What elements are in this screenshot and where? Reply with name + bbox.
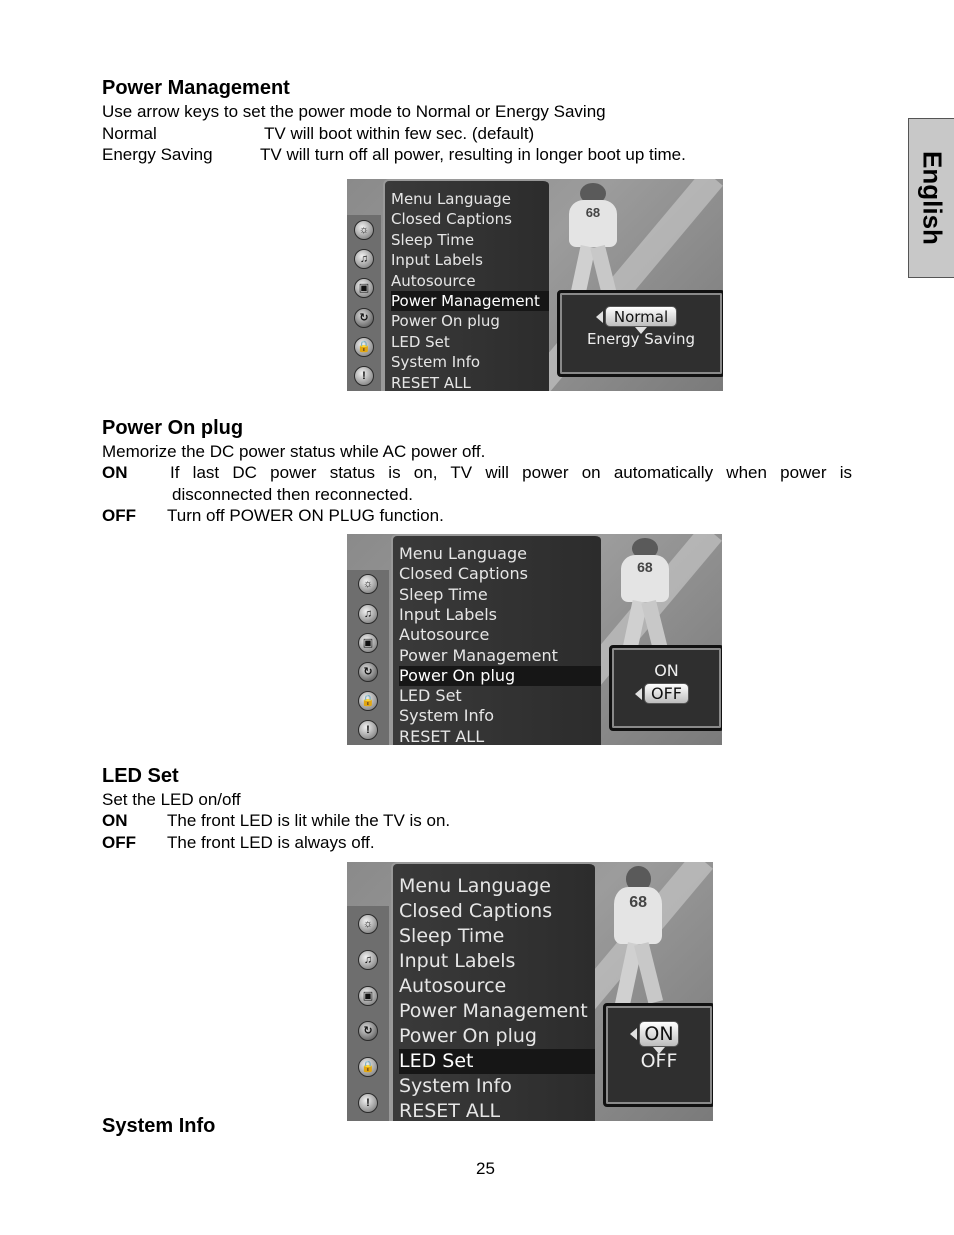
menu-item-closed-captions[interactable]: Closed Captions (391, 210, 512, 229)
power-on-plug-on-desc: If last DC power status is on, TV will power on automatically when power is (170, 463, 852, 482)
menu-icon-bar (347, 570, 389, 745)
led-set-heading: LED Set (102, 765, 179, 787)
led-set-intro: Set the LED on/off (102, 790, 241, 809)
menu-item-menu-language[interactable]: Menu Language (399, 875, 551, 897)
menu-item-menu-language[interactable]: Menu Language (399, 544, 527, 563)
menu-item-sleep-time[interactable]: Sleep Time (399, 584, 488, 604)
power-on-plug-heading: Power On plug (102, 417, 244, 439)
page-number: 25 (476, 1159, 495, 1178)
normal-term: Normal (102, 124, 157, 143)
menu-item-power-management[interactable]: Power Management (391, 291, 549, 311)
menu-item-menu-language[interactable]: Menu Language (391, 190, 511, 208)
menu-item-led-set[interactable]: LED Set (391, 332, 450, 351)
menu-item-reset-all[interactable]: RESET ALL (399, 726, 485, 745)
menu-item-system-info[interactable]: System Info (399, 1075, 512, 1097)
language-tab (908, 118, 954, 278)
setup-icon[interactable]: ↻ (358, 662, 378, 682)
lock-icon[interactable]: 🔒 (358, 1057, 378, 1077)
option-normal[interactable]: Normal (605, 306, 677, 327)
system-info-heading: System Info (102, 1115, 216, 1137)
tv-icon[interactable]: ▣ (358, 633, 378, 653)
menu-item-input-labels[interactable]: Input Labels (399, 604, 498, 624)
option-off[interactable]: OFF (640, 1049, 678, 1072)
jersey-number: 68 (569, 200, 618, 247)
lock-icon[interactable]: 🔒 (358, 691, 378, 711)
option-popup (603, 1003, 713, 1107)
info-icon[interactable]: ! (358, 720, 378, 740)
menu-item-sleep-time[interactable]: Sleep Time (391, 230, 475, 249)
picture-icon[interactable]: ☼ (354, 220, 374, 240)
led-set-off-desc: The front LED is always off. (167, 833, 375, 852)
led-set-screenshot (347, 862, 713, 1121)
option-popup (609, 645, 722, 731)
tv-icon[interactable]: ▣ (354, 278, 374, 298)
settings-menu-panel (391, 862, 595, 1121)
football-player-image (613, 538, 677, 654)
menu-item-autosource[interactable]: Autosource (399, 975, 507, 997)
menu-item-power-on-plug[interactable]: Power On plug (391, 312, 500, 331)
menu-item-led-set[interactable]: LED Set (399, 686, 462, 706)
menu-item-sleep-time[interactable]: Sleep Time (399, 925, 505, 947)
menu-item-autosource[interactable]: Autosource (391, 271, 476, 290)
option-on[interactable]: ON (654, 660, 679, 680)
energy-saving-desc: TV will turn off all power, resulting in longer boot up time. (260, 145, 686, 164)
picture-icon[interactable]: ☼ (358, 914, 378, 934)
picture-icon[interactable]: ☼ (358, 574, 378, 594)
setup-icon[interactable]: ↻ (358, 1021, 378, 1041)
left-arrow-icon (635, 688, 642, 700)
jersey-number: 68 (621, 555, 669, 601)
led-set-on-term: ON (102, 811, 128, 830)
power-management-intro: Use arrow keys to set the power mode to Normal or Energy Saving (102, 102, 606, 121)
led-set-off-term: OFF (102, 833, 136, 852)
setup-icon[interactable]: ↻ (354, 308, 374, 328)
tv-icon[interactable]: ▣ (358, 986, 378, 1006)
power-management-screenshot (347, 179, 723, 391)
menu-item-input-labels[interactable]: Input Labels (399, 950, 516, 972)
menu-icon-bar (347, 906, 389, 1121)
info-icon[interactable]: ! (358, 1093, 378, 1113)
football-player-image (561, 183, 625, 300)
menu-item-system-info[interactable]: System Info (391, 353, 481, 372)
menu-item-led-set[interactable]: LED Set (399, 1049, 595, 1074)
option-energy-saving[interactable]: Energy Saving (586, 330, 696, 349)
normal-desc: TV will boot within few sec. (default) (264, 124, 535, 143)
option-on[interactable]: ON (639, 1021, 679, 1047)
menu-item-power-on-plug[interactable]: Power On plug (399, 1025, 537, 1047)
menu-item-power-management[interactable]: Power Management (399, 1000, 588, 1022)
menu-item-power-management[interactable]: Power Management (399, 645, 558, 665)
info-icon[interactable]: ! (354, 366, 374, 386)
menu-item-autosource[interactable]: Autosource (399, 625, 490, 645)
menu-item-power-on-plug[interactable]: Power On plug (399, 666, 601, 686)
left-arrow-icon (630, 1028, 637, 1040)
football-player-image (607, 866, 669, 1008)
audio-icon[interactable]: ♫ (358, 604, 378, 624)
menu-item-reset-all[interactable]: RESET ALL (391, 373, 471, 391)
menu-icon-bar (347, 215, 381, 391)
jersey-number: 68 (614, 887, 661, 944)
power-management-heading: Power Management (102, 77, 290, 99)
option-off[interactable]: OFF (644, 683, 690, 704)
energy-saving-term: Energy Saving (102, 145, 213, 164)
power-on-plug-on-term: ON (102, 463, 128, 482)
lock-icon[interactable]: 🔒 (354, 337, 374, 357)
menu-item-input-labels[interactable]: Input Labels (391, 251, 483, 270)
power-on-plug-intro: Memorize the DC power status while AC power off. (102, 442, 486, 461)
menu-item-system-info[interactable]: System Info (399, 706, 495, 726)
menu-item-closed-captions[interactable]: Closed Captions (399, 564, 528, 584)
settings-menu-panel (383, 179, 549, 391)
power-on-plug-off-term: OFF (102, 506, 136, 525)
option-popup (557, 290, 723, 377)
audio-icon[interactable]: ♫ (354, 249, 374, 269)
power-on-plug-on-desc-cont: disconnected then reconnected. (172, 485, 414, 504)
menu-item-closed-captions[interactable]: Closed Captions (399, 900, 553, 922)
left-arrow-icon (596, 311, 603, 323)
power-on-plug-off-desc: Turn off POWER ON PLUG function. (167, 506, 444, 525)
language-tab-label: English (917, 151, 947, 245)
led-set-on-desc: The front LED is lit while the TV is on. (167, 811, 451, 830)
settings-menu-panel (391, 534, 601, 745)
menu-item-reset-all[interactable]: RESET ALL (399, 1100, 501, 1121)
power-on-plug-screenshot (347, 534, 722, 745)
audio-icon[interactable]: ♫ (358, 950, 378, 970)
